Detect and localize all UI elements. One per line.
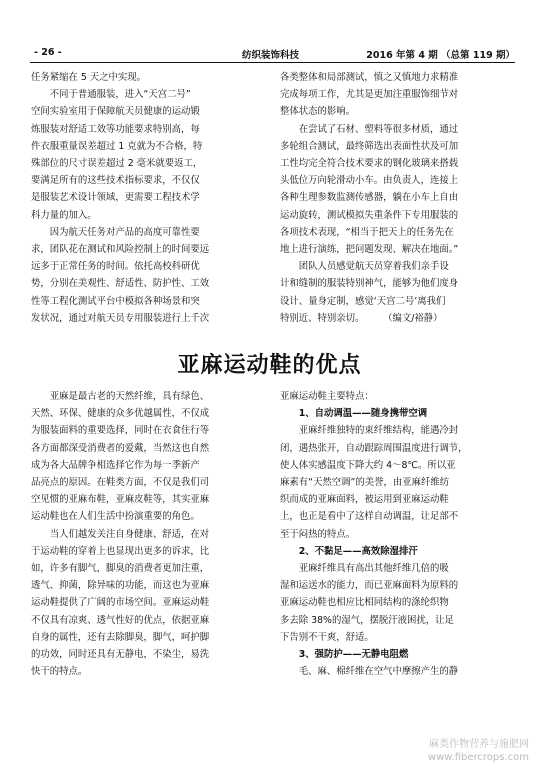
text-line: 织而成的亚麻面料，被运用到亚麻运动鞋 bbox=[280, 494, 449, 506]
text-line: 天然、环保、健康的众多优越属性，不仅成 bbox=[31, 408, 210, 420]
text-line: 完成每项工作，尤其是更加注重服饰细节对 bbox=[280, 89, 459, 101]
issue-info: 2016 年第 4 期 （总第 119 期） bbox=[366, 50, 515, 61]
text-line: 工性均完全符合技术要求的钢化玻璃来搭载 bbox=[280, 158, 459, 170]
text-line: 特别近、特别亲切。 （编文/裕静） bbox=[280, 312, 443, 324]
text-line: 亚麻是最古老的天然纤维，具有绿色、 bbox=[31, 391, 210, 402]
text-line: 远多于正常任务的时间。依托高校科研优 bbox=[31, 261, 200, 273]
top-right-column bbox=[280, 69, 458, 327]
text-line: 运动鞋提供了广阔的市场空间。亚麻运动鞋 bbox=[31, 597, 210, 609]
text-line: 性等工程化测试平台中模拟各种场景和突 bbox=[31, 295, 200, 307]
watermark-url: www.fibercrops.com bbox=[427, 752, 529, 763]
text-line: 空间实验室用于保障航天员健康的运动锻 bbox=[31, 106, 200, 118]
page-number: - 26 - bbox=[34, 47, 62, 58]
text-line: 湿和运送水的能力，而已亚麻面料为原料的 bbox=[280, 580, 459, 592]
text-line: 在尝试了石材、塑料等很多材质，通过 bbox=[280, 123, 459, 135]
text-line: 为服装面料的重要选择，同时在衣食住行等 bbox=[31, 425, 210, 437]
subheading: 1、自动调温——随身携带空调 bbox=[280, 408, 428, 420]
text-line: 的功效，同时还具有无静电，不染尘，易洗 bbox=[31, 649, 210, 661]
text-line: 空见惯的亚麻布鞋，亚麻皮鞋等，其实亚麻 bbox=[31, 494, 210, 506]
watermark bbox=[349, 738, 529, 764]
text-line: 殊部位的尺寸误差超过 2 毫米就要返工， bbox=[31, 158, 203, 170]
text-line: 各种生理参数监测传感器，躺在小车上自由 bbox=[280, 192, 459, 204]
bottom-left-column bbox=[31, 388, 209, 680]
journal-name: 纺织装饰科技 bbox=[242, 50, 300, 61]
text-line: 求，团队花在测试和风险控制上的时间要远 bbox=[31, 244, 210, 256]
text-line: 头低位万向轮滑动小车。由负责人，连接上 bbox=[280, 175, 459, 187]
text-line: 如，许多有脚气，脚臭的消费者更加注重， bbox=[31, 563, 210, 575]
text-line: 毛、麻、棉纤维在空气中摩擦产生的静 bbox=[280, 666, 459, 678]
text-line: 亚麻运动鞋主要特点： bbox=[280, 391, 374, 402]
page-header bbox=[30, 46, 515, 63]
watermark-cn: 麻类作物营养与施肥网 bbox=[429, 739, 529, 750]
text-line: 于运动鞋的穿着上也显现出更多的诉求，比 bbox=[31, 545, 210, 557]
bottom-right-column bbox=[280, 388, 468, 680]
text-line: 件衣服重量误差超过 1 克就为不合格，特 bbox=[31, 140, 203, 152]
text-line: 不仅具有凉爽、透气性好的优点，依据亚麻 bbox=[31, 614, 210, 626]
text-line: 科力量的加入。 bbox=[31, 209, 97, 221]
text-line: 地上进行演练，把问题发现、解决在地面。” bbox=[280, 244, 459, 256]
text-line: 至于闷热的特点。 bbox=[280, 528, 356, 540]
text-line: 团队人员感觉航天员穿着我们亲手设 bbox=[280, 261, 449, 273]
top-left-column bbox=[31, 69, 209, 327]
text-line: 运动鞋也在人们生活中扮演重要的角色。 bbox=[31, 511, 200, 523]
text-line: 运动旋转，测试模拟失重条件下专用服装的 bbox=[280, 209, 459, 221]
text-line: 自身的属性，还有去除脚臭，脚气，呵护脚 bbox=[31, 631, 210, 643]
text-line: 麻素有“天然空调”的美誉，由亚麻纤维纺 bbox=[280, 477, 450, 489]
text-line: 当人们越发关注自身健康、舒适，在对 bbox=[31, 528, 210, 540]
text-line: 各项技术表现，“相当于把天上的任务先在 bbox=[280, 226, 454, 238]
text-line: 成为各大品牌争相选择它作为每一季新产 bbox=[31, 459, 200, 471]
text-line: 炼服装对舒适工效等功能要求特别高，每 bbox=[31, 123, 200, 135]
text-line: 任务紧缩在 5 天之中实现。 bbox=[31, 72, 147, 83]
text-line: 各类整体和局部测试，慎之又慎地力求精准 bbox=[280, 72, 459, 83]
text-line: 发状况，通过对航天员专用服装进行上千次 bbox=[31, 312, 210, 324]
text-line: 不同于普通服装，进入“天宫二号” bbox=[31, 89, 191, 101]
text-line: 多去除 38%的湿气，摆脱汗液困扰，让足 bbox=[280, 614, 454, 626]
text-line: 势，分别在美观性、舒适性、防护性、工效 bbox=[31, 278, 210, 290]
text-line: 设计、量身定制，感觉‘天宫二号’离我们 bbox=[280, 295, 446, 307]
text-line: 各方面都深受消费者的爱戴，当然这也自然 bbox=[31, 442, 210, 454]
text-line: 下告别不干爽，舒适。 bbox=[280, 631, 374, 643]
text-line: 因为航天任务对产品的高度可靠性要 bbox=[31, 226, 200, 238]
text-line: 亚麻纤维具有高出其他纤维几倍的吸 bbox=[280, 563, 449, 575]
text-line: 亚麻纤维独特的束纤维结构，能遇冷封 bbox=[280, 425, 459, 437]
text-line: 品亮点的原因。在鞋类方面，不仅是我们司 bbox=[31, 477, 210, 489]
subheading: 3、强防护——无静电阻燃 bbox=[280, 649, 409, 661]
subheading: 2、不黏足——高效除湿排汗 bbox=[280, 545, 418, 557]
text-line: 整体状态的影响。 bbox=[280, 106, 356, 118]
text-line: 要满足所有的这些技术指标要求，不仅仅 bbox=[31, 175, 200, 187]
text-line: 计和缝制的服装特别神气，能够为他们度身 bbox=[280, 278, 459, 290]
text-line: 亚麻运动鞋也相应比相同结构的涤纶织物 bbox=[280, 597, 449, 609]
text-line: 上，也正是看中了这样自动调温，让足部不 bbox=[280, 511, 459, 523]
text-line: 闭，遇热张开，自动跟踪周围温度进行调节， bbox=[280, 442, 468, 454]
article-title: 亚麻运动鞋的优点 bbox=[177, 352, 362, 378]
text-line: 透气、抑菌，除异味的功能，而这也为亚麻 bbox=[31, 580, 210, 592]
text-line: 快干的特点。 bbox=[31, 666, 88, 678]
text-line: 使人体实感温度下降大约 4～8℃。所以亚 bbox=[280, 459, 456, 471]
text-line: 是服装艺术设计领域，更需要工程技术学 bbox=[31, 192, 200, 204]
text-line: 多轮组合测试，最终筛选出表面性状及可加 bbox=[280, 140, 459, 152]
